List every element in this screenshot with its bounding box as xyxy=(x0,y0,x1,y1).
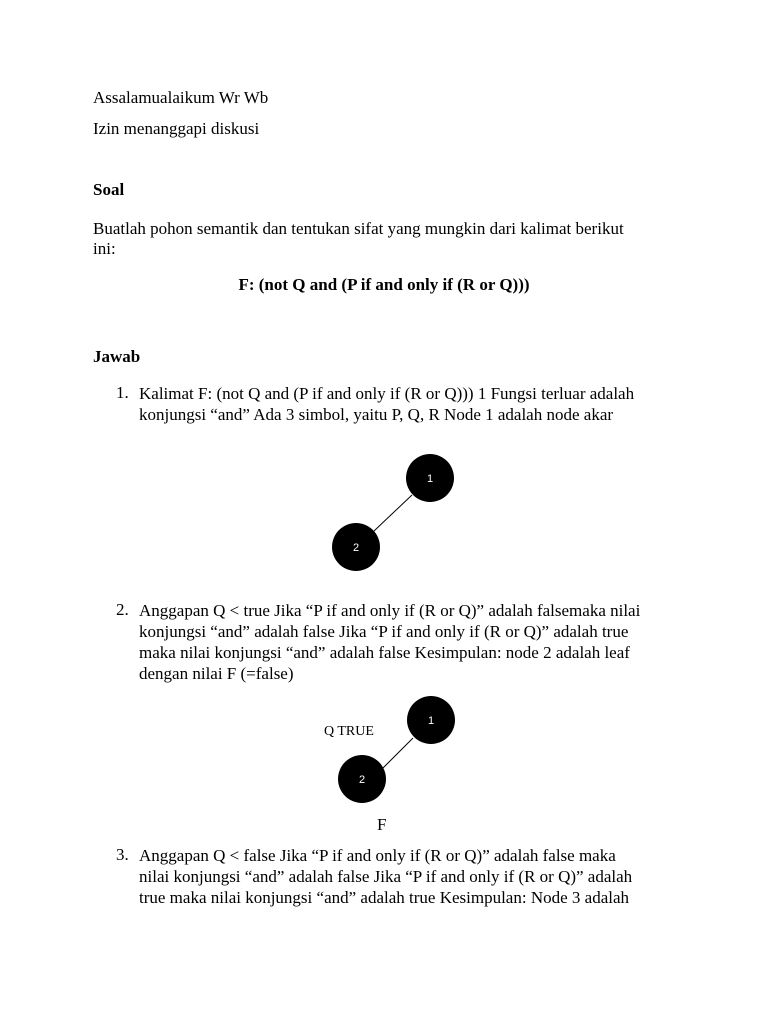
jawab-heading: Jawab xyxy=(93,347,141,366)
item-line: konjungsi “and” adalah false Jika “P if and only if (R or Q)” adalah true xyxy=(139,622,629,641)
tree-node-label: 1 xyxy=(426,473,434,485)
answer-item-2 xyxy=(139,600,679,684)
item-line: true maka nilai konjungsi “and” adalah true Kesimpulan: Node 3 adalah xyxy=(139,888,630,907)
item-line: Anggapan Q < false Jika “P if and only if (R or Q)” adalah false maka xyxy=(139,846,616,865)
answer-item-3 xyxy=(139,845,679,908)
tree-edge xyxy=(374,495,412,531)
semantic-tree-1 xyxy=(332,454,454,571)
item-line: maka nilai konjungsi “and” adalah false Kesimpulan: node 2 adalah leaf xyxy=(139,643,630,662)
item-line: nilai konjungsi “and” adalah false Jika “P if and only if (R or Q)” adalah xyxy=(139,867,633,886)
intro-text: Izin menanggapi diskusi xyxy=(93,119,260,138)
item-number: 3. xyxy=(116,845,129,864)
greeting: Assalamualaikum Wr Wb xyxy=(93,88,269,107)
tree-edge xyxy=(381,738,413,770)
item-line: Anggapan Q < true Jika “P if and only if (R or Q)” adalah falsemaka nilai xyxy=(139,601,641,620)
formula: F: (not Q and (P if and only if (R or Q))) xyxy=(238,275,530,294)
soal-text-line-1: Buatlah pohon semantik dan tentukan sifat yang mungkin dari kalimat berikut xyxy=(93,219,624,238)
item-line: Kalimat F: (not Q and (P if and only if (R or Q))) 1 Fungsi terluar adalah xyxy=(139,384,635,403)
leaf-value: F xyxy=(377,815,387,834)
tree-node-label: 1 xyxy=(427,715,435,727)
item-line: konjungsi “and” Ada 3 simbol, yaitu P, Q, R Node 1 adalah node akar xyxy=(139,405,614,424)
edge-label: Q TRUE xyxy=(324,724,374,739)
soal-heading: Soal xyxy=(93,180,125,199)
item-line: dengan nilai F (=false) xyxy=(139,664,294,683)
soal-text-line-2: ini: xyxy=(93,239,116,258)
item-number: 1. xyxy=(116,383,129,402)
item-number: 2. xyxy=(116,600,129,619)
tree-node-label: 2 xyxy=(352,542,360,554)
semantic-tree-2 xyxy=(338,696,455,803)
tree-node-label: 2 xyxy=(358,774,366,786)
